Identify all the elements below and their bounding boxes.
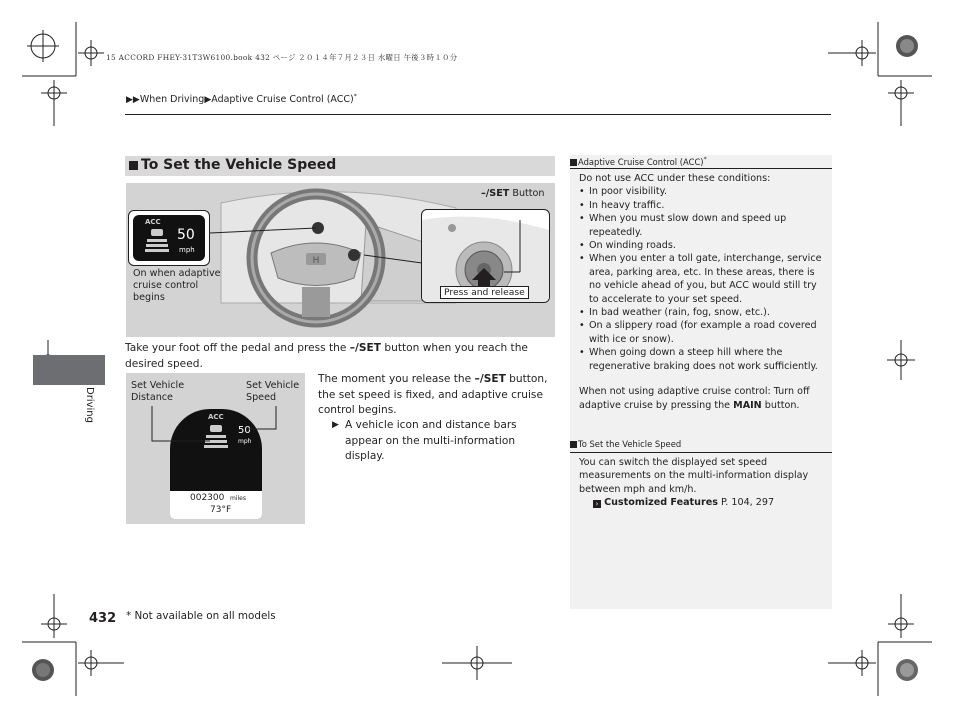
section-title: To Set the Vehicle Speed [141, 157, 337, 173]
note1-bullet-list [579, 185, 825, 373]
instruction-paragraph [125, 341, 557, 372]
note1-footer-bold: MAIN [733, 399, 762, 411]
breadcrumb-item-acc[interactable]: Adaptive Cruise Control (ACC) [211, 94, 354, 106]
note2-link[interactable] [593, 496, 819, 509]
mid-display-figure [126, 373, 305, 524]
note1-heading [570, 156, 707, 167]
breadcrumb-asterisk: * [353, 93, 357, 100]
note2-text: You can switch the displayed set speed measurements on the multi-information display between mph and km/h. [579, 457, 809, 495]
note1-heading-text: Adaptive Cruise Control (ACC) [578, 156, 704, 167]
breadcrumb-prefix: ▶▶ [126, 95, 140, 106]
section-title-bar [125, 156, 555, 176]
screen-unit: mph [238, 438, 252, 445]
note-icon [570, 159, 577, 166]
note1-footer-after: button. [761, 399, 800, 411]
mini-display [133, 215, 205, 261]
instruction-before: Take your foot off the pedal and press the [125, 342, 350, 354]
set-button-label [481, 188, 545, 199]
note2-link-pages[interactable]: P. 104, 297 [717, 497, 775, 509]
moment-before: The moment you release the [318, 373, 475, 385]
page-number: 432 [89, 611, 117, 626]
breadcrumb [126, 93, 357, 105]
odometer-unit: miles [230, 495, 246, 502]
set-speed-label: Set Vehicle Speed [246, 380, 300, 403]
note1-bullet: • In heavy traffic. [579, 199, 825, 212]
breadcrumb-item-when-driving[interactable]: When Driving [139, 94, 205, 106]
note1-bullet: • In poor visibility. [579, 185, 825, 198]
note1-footer [579, 385, 825, 412]
header-divider [125, 114, 831, 115]
instruction-bold: –/SET [349, 342, 382, 354]
note1-bullet: • When you must slow down and speed up repeatedly. [579, 212, 825, 239]
steering-wheel-figure [126, 183, 555, 337]
set-button-callout [421, 209, 550, 303]
note1-bullet: • In bad weather (rain, fog, snow, etc.). [579, 306, 825, 319]
svg-text:H: H [312, 256, 320, 266]
note2-heading-text: To Set the Vehicle Speed [578, 439, 682, 449]
note1-bullet: • On a slippery road (for example a road covered with ice or snow). [579, 319, 825, 346]
display-unit: mph [179, 246, 195, 254]
car-distance-icon [145, 229, 169, 255]
set-button-label-bold: –/SET [481, 188, 510, 199]
screen-acc-label: ACC [208, 413, 224, 421]
screen-speed: 50 [238, 425, 251, 436]
acc-display-callout [128, 210, 210, 266]
note2-heading [570, 439, 681, 449]
note1-bullet: • When going down a steep hill where the regenerative braking does not work sufficiently. [579, 346, 825, 373]
set-button-label-rest: Button [509, 188, 545, 199]
on-when-acc-caption: On when adaptive cruise control begins [133, 268, 221, 303]
subnote-text: A vehicle icon and distance bars appear on the multi-information display. [345, 419, 517, 463]
display-speed: 50 [177, 227, 195, 243]
note1-footer-before: When not using adaptive cruise control: Turn off adaptive cruise by pressing the [579, 386, 810, 411]
display-acc-label: ACC [145, 218, 161, 226]
figure2-leader-lines [126, 373, 305, 524]
note2-rule [570, 452, 832, 453]
press-release-text: Press and release [444, 287, 525, 298]
section-square-icon [129, 161, 138, 170]
note2-link-bold[interactable]: Customized Features [604, 497, 718, 509]
link-arrow-icon: › [593, 500, 601, 508]
note1-heading-asterisk: * [703, 156, 707, 163]
note1-intro: Do not use ACC under these conditions: [579, 173, 771, 184]
press-release-label [440, 286, 529, 299]
note2-body [579, 456, 819, 510]
side-tab-label: Driving [84, 387, 95, 423]
subnote-arrow-icon: ▶ [332, 420, 339, 430]
notes-panel [570, 155, 832, 609]
print-header: 15 ACCORD FHEY-31T3W6100.book 432 ページ ２０１４年７月２３日 水曜日 午後３時１０分 [106, 53, 458, 62]
side-tab [33, 355, 105, 385]
note-icon [570, 441, 577, 448]
set-distance-label: Set Vehicle Distance [131, 380, 185, 403]
temperature-value: 73°F [210, 505, 232, 515]
footnote: * Not available on all models [126, 610, 276, 622]
note1-bullet: • When you enter a toll gate, interchange, service area, parking area, etc. In these areas, there is no vehicle ahead of you, but ACC would still try to accelerate to your set speed. [579, 252, 825, 306]
note1-bullet: • On winding roads. [579, 239, 825, 252]
breadcrumb-separator: ▶ [204, 95, 212, 106]
instruction-after: button when you reach the desired speed. [125, 342, 528, 370]
moment-paragraph [318, 372, 558, 419]
moment-bold: –/SET [474, 373, 506, 385]
odometer-value: 002300 [190, 493, 225, 503]
moment-subnote [332, 418, 556, 465]
note1-rule [570, 168, 832, 169]
note1-body [579, 172, 825, 412]
moment-after: button, the set speed is fixed, and adaptive cruise control begins. [318, 373, 548, 417]
